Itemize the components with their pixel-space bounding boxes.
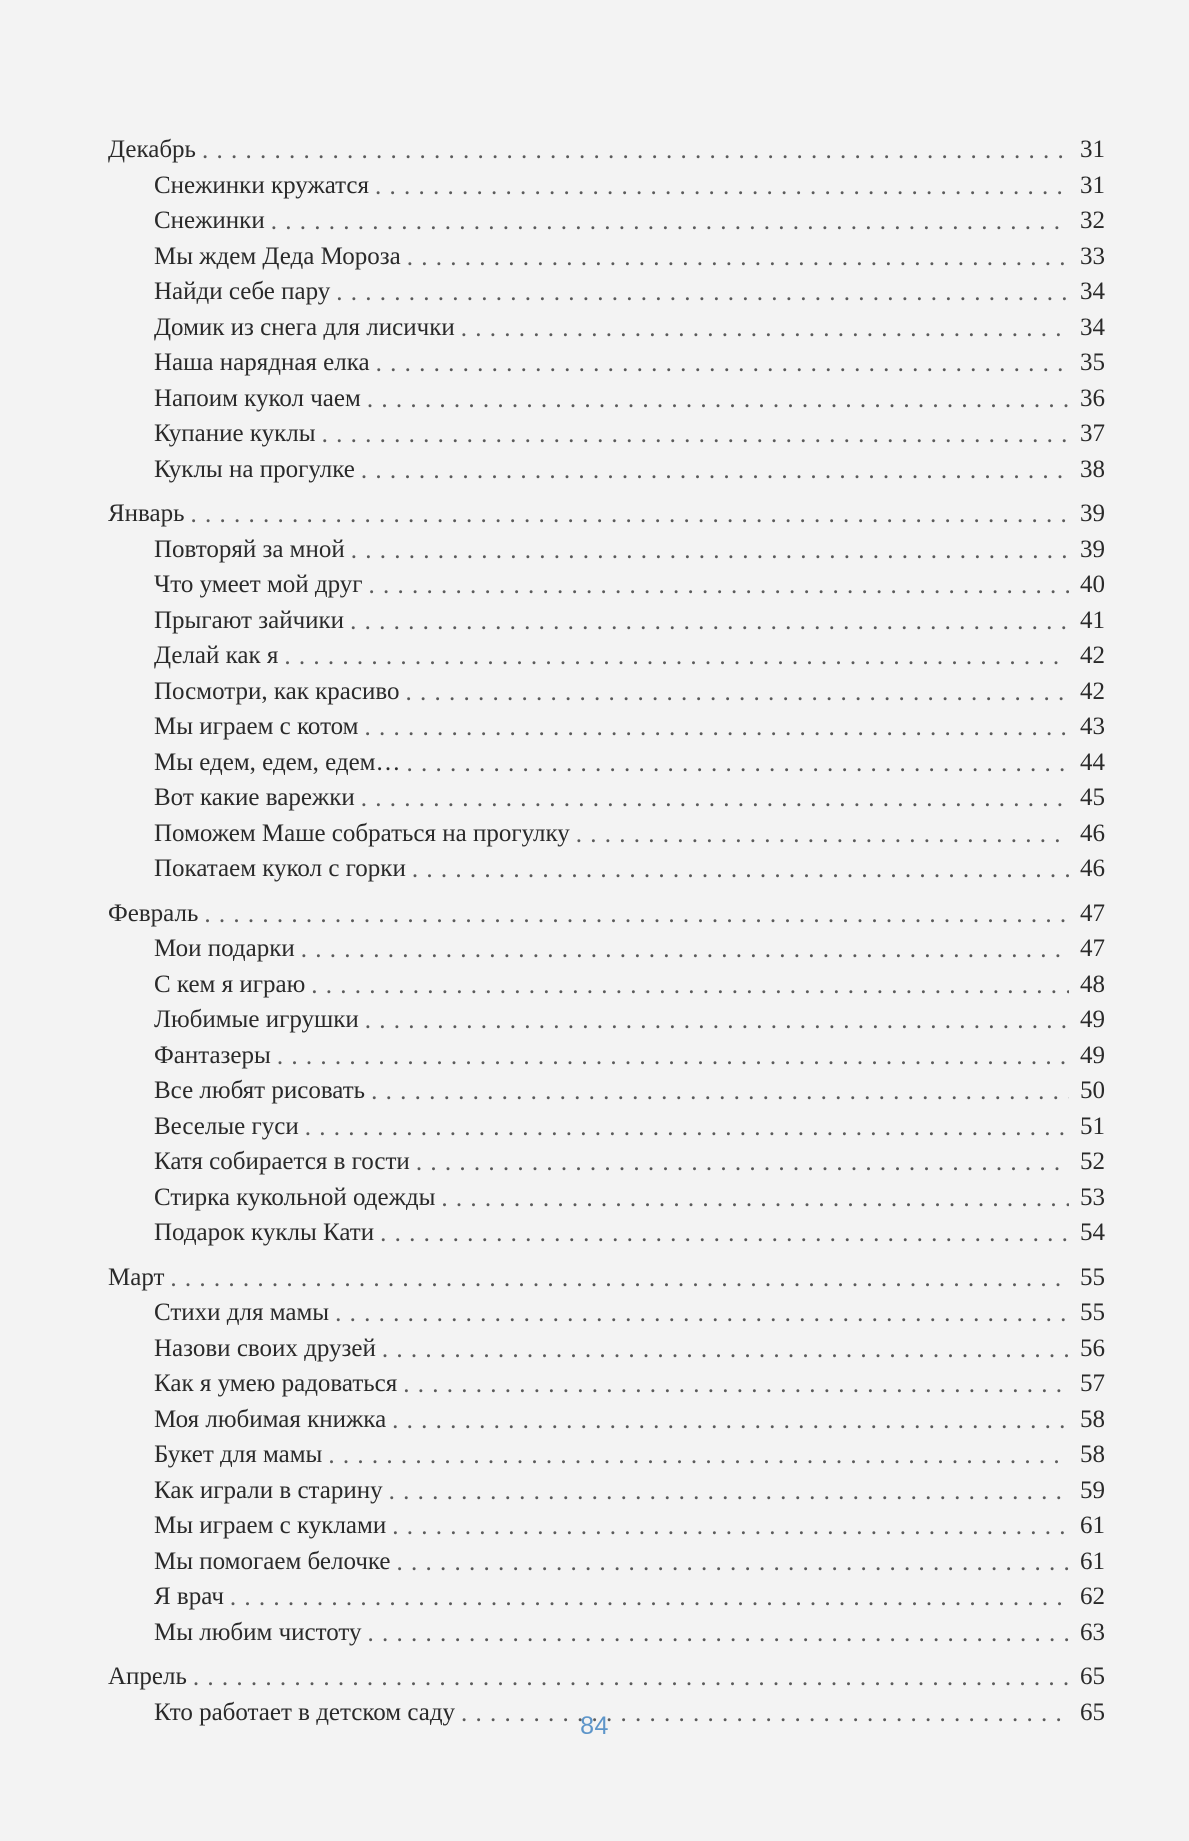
toc-entry-title: Что умеет мой друг xyxy=(154,571,363,599)
toc-entry xyxy=(108,816,1105,852)
toc-entry-page: 34 xyxy=(1080,313,1105,341)
toc-entry-title: Мы помогаем белочке xyxy=(154,1547,391,1575)
page-number: 84 xyxy=(580,1712,609,1740)
toc-entry xyxy=(108,1579,1105,1615)
toc-entry-page: 61 xyxy=(1080,1547,1105,1575)
toc-entry xyxy=(108,1295,1105,1331)
toc-entry-title: Любимые игрушки xyxy=(154,1006,359,1034)
toc-entry-page: 41 xyxy=(1080,606,1105,634)
toc-entry-title: Мы играем с котом xyxy=(154,713,359,741)
toc-entry-title: Стихи для мамы xyxy=(154,1299,330,1327)
toc-entry-title: Катя собирается в гости xyxy=(154,1148,410,1176)
toc-entry-title: Посмотри, как красиво xyxy=(154,677,400,705)
dot-leader xyxy=(392,1408,1069,1433)
toc-entry-title: Снежинки xyxy=(154,207,265,235)
toc-entry-page: 43 xyxy=(1080,713,1105,741)
toc-entry xyxy=(108,1544,1105,1580)
toc-entry-page: 36 xyxy=(1080,384,1105,412)
toc-entry xyxy=(108,1437,1105,1473)
toc-entry-title: Как я умею радоваться xyxy=(154,1370,398,1398)
dot-leader xyxy=(412,857,1069,882)
dot-leader xyxy=(406,751,1069,776)
toc-entry-page: 42 xyxy=(1080,677,1105,705)
toc-entry-title: Назови своих друзей xyxy=(154,1334,376,1362)
toc-entry-page: 56 xyxy=(1080,1334,1105,1362)
dot-leader xyxy=(375,174,1069,199)
dot-leader xyxy=(382,1337,1069,1362)
toc-section-title: Апрель xyxy=(108,1663,187,1691)
dot-leader xyxy=(369,573,1069,598)
toc-entry xyxy=(108,1402,1105,1438)
toc-entry-page: 54 xyxy=(1080,1219,1105,1247)
toc-entry-title: Домик из снега для лисички xyxy=(154,313,455,341)
dot-leader xyxy=(351,538,1069,563)
toc-entry xyxy=(108,1002,1105,1038)
toc-entry xyxy=(108,674,1105,710)
toc-entry xyxy=(108,1073,1105,1109)
toc-entry-page: 46 xyxy=(1080,819,1105,847)
dot-leader xyxy=(441,1186,1069,1211)
toc-entry xyxy=(108,638,1105,674)
toc-entry-page: 35 xyxy=(1080,349,1105,377)
dot-leader xyxy=(170,1266,1069,1291)
toc-entry-title: Моя любимая книжка xyxy=(154,1405,387,1433)
toc-entry xyxy=(108,1331,1105,1367)
toc-entry xyxy=(108,709,1105,745)
toc-entry-page: 58 xyxy=(1080,1441,1105,1469)
toc-entry-title: Мы играем с куклами xyxy=(154,1512,387,1540)
toc-entry xyxy=(108,203,1105,239)
toc-entry xyxy=(108,168,1105,204)
toc-entry-title: С кем я играю xyxy=(154,970,306,998)
toc-entry xyxy=(108,745,1105,781)
toc-entry-page: 49 xyxy=(1080,1006,1105,1034)
dot-leader xyxy=(365,715,1069,740)
dot-leader xyxy=(365,1008,1069,1033)
toc-entry xyxy=(108,1215,1105,1251)
dot-leader xyxy=(405,680,1069,705)
dot-leader xyxy=(284,644,1069,669)
dot-leader xyxy=(277,1044,1069,1069)
toc-entry-page: 62 xyxy=(1080,1583,1105,1611)
toc-entry xyxy=(108,603,1105,639)
toc-entry-page: 51 xyxy=(1080,1112,1105,1140)
toc-entry xyxy=(108,345,1105,381)
dot-leader xyxy=(301,937,1069,962)
toc-entry xyxy=(108,1508,1105,1544)
toc-entry xyxy=(108,1109,1105,1145)
toc-entry-page: 44 xyxy=(1080,748,1105,776)
dot-leader xyxy=(361,458,1069,483)
toc-entry-page: 63 xyxy=(1080,1618,1105,1646)
toc-entry xyxy=(108,310,1105,346)
toc-entry-title: Стирка кукольной одежды xyxy=(154,1183,436,1211)
toc-entry-page: 48 xyxy=(1080,970,1105,998)
toc-entry-title: Куклы на прогулке xyxy=(154,455,355,483)
dot-leader xyxy=(311,973,1069,998)
toc-entry-title: Букет для мамы xyxy=(154,1441,323,1469)
toc-entry xyxy=(108,1180,1105,1216)
toc-entry xyxy=(108,532,1105,568)
toc-entry xyxy=(108,567,1105,603)
dot-leader xyxy=(397,1550,1069,1575)
toc-entry-page: 37 xyxy=(1080,420,1105,448)
dot-leader xyxy=(361,786,1069,811)
toc-entry xyxy=(108,416,1105,452)
toc-entry xyxy=(108,239,1105,275)
toc-entry xyxy=(108,780,1105,816)
toc-section-title: Февраль xyxy=(108,899,199,927)
toc-entry xyxy=(108,1038,1105,1074)
toc-entry-title: Как играли в старину xyxy=(154,1476,383,1504)
toc-entry-title: Купание куклы xyxy=(154,420,316,448)
toc-entry-title: Фантазеры xyxy=(154,1041,271,1069)
dot-leader xyxy=(230,1585,1069,1610)
toc-section xyxy=(108,896,1105,1251)
toc-entry-title: Покатаем кукол с горки xyxy=(154,855,406,883)
toc-entry-title: Повторяй за мной xyxy=(154,535,345,563)
toc-entry-page: 46 xyxy=(1080,855,1105,883)
toc-entry-page: 39 xyxy=(1080,535,1105,563)
toc-entry-title: Мои подарки xyxy=(154,935,295,963)
toc-entry-page: 55 xyxy=(1080,1299,1105,1327)
dot-leader xyxy=(461,316,1069,341)
dot-leader xyxy=(204,902,1069,927)
toc-entry-title: Поможем Маше собраться на прогулку xyxy=(154,819,570,847)
toc-entry-title: Снежинки кружатся xyxy=(154,171,369,199)
toc-entry-title: Найди себе пару xyxy=(154,278,331,306)
toc-entry xyxy=(108,274,1105,310)
toc-entry-title: Наша нарядная елка xyxy=(154,349,370,377)
dot-leader xyxy=(335,1301,1069,1326)
dot-leader xyxy=(328,1443,1069,1468)
toc-section-title: Декабрь xyxy=(108,136,196,164)
toc-entry-page: 45 xyxy=(1080,784,1105,812)
toc-section-heading xyxy=(108,896,1105,932)
toc-entry xyxy=(108,452,1105,488)
toc-entry xyxy=(108,967,1105,1003)
toc-entry-title: Я врач xyxy=(154,1583,224,1611)
toc-entry-page: 59 xyxy=(1080,1476,1105,1504)
dot-leader xyxy=(576,822,1069,847)
toc-entry-title: Вот какие варежки xyxy=(154,784,355,812)
toc-entry-title: Мы едем, едем, едем… xyxy=(154,748,401,776)
toc-entry-title: Все любят рисовать xyxy=(154,1077,366,1105)
toc-section xyxy=(108,496,1105,887)
toc-entry-page: 65 xyxy=(1080,1698,1105,1726)
dot-leader xyxy=(376,351,1069,376)
toc-section-heading xyxy=(108,132,1105,168)
toc-entry-page: 31 xyxy=(1080,171,1105,199)
dot-leader xyxy=(392,1514,1069,1539)
toc-section-page: 47 xyxy=(1080,899,1105,927)
toc-entry-page: 33 xyxy=(1080,242,1105,270)
toc-entry-page: 52 xyxy=(1080,1148,1105,1176)
toc-section-page: 65 xyxy=(1080,1663,1105,1691)
dot-leader xyxy=(407,245,1069,270)
toc-entry-page: 42 xyxy=(1080,642,1105,670)
toc-entry-title: Подарок куклы Кати xyxy=(154,1219,375,1247)
table-of-contents xyxy=(108,132,1105,1730)
toc-section-page: 39 xyxy=(1080,500,1105,528)
toc-entry xyxy=(108,1615,1105,1651)
toc-section-heading xyxy=(108,1659,1105,1695)
dot-leader xyxy=(202,138,1069,163)
toc-entry xyxy=(108,1366,1105,1402)
toc-section-heading xyxy=(108,1260,1105,1296)
dot-leader xyxy=(389,1479,1069,1504)
dot-leader xyxy=(191,502,1069,527)
dot-leader xyxy=(271,209,1069,234)
toc-entry xyxy=(108,1144,1105,1180)
toc-entry-page: 49 xyxy=(1080,1041,1105,1069)
dot-leader xyxy=(371,1079,1069,1104)
toc-entry-page: 61 xyxy=(1080,1512,1105,1540)
toc-entry-title: Кто работает в детском саду xyxy=(154,1698,456,1726)
toc-entry-page: 58 xyxy=(1080,1405,1105,1433)
dot-leader xyxy=(368,1621,1069,1646)
toc-entry-page: 50 xyxy=(1080,1077,1105,1105)
dot-leader xyxy=(336,280,1069,305)
toc-section xyxy=(108,132,1105,487)
toc-entry-page: 32 xyxy=(1080,207,1105,235)
dot-leader xyxy=(403,1372,1069,1397)
toc-entry xyxy=(108,1473,1105,1509)
toc-section-heading xyxy=(108,496,1105,532)
toc-entry xyxy=(108,931,1105,967)
toc-section-title: Март xyxy=(108,1263,165,1291)
toc-section-title: Январь xyxy=(108,500,185,528)
dot-leader xyxy=(416,1150,1069,1175)
toc-entry-title: Делай как я xyxy=(154,642,279,670)
toc-section-page: 55 xyxy=(1080,1263,1105,1291)
dot-leader xyxy=(350,609,1069,634)
toc-section xyxy=(108,1260,1105,1651)
toc-entry-page: 53 xyxy=(1080,1183,1105,1211)
toc-entry xyxy=(108,381,1105,417)
dot-leader xyxy=(380,1221,1069,1246)
toc-entry-title: Прыгают зайчики xyxy=(154,606,345,634)
toc-entry-title: Мы ждем Деда Мороза xyxy=(154,242,401,270)
toc-entry-page: 38 xyxy=(1080,455,1105,483)
toc-entry-page: 57 xyxy=(1080,1370,1105,1398)
toc-entry xyxy=(108,851,1105,887)
toc-section-page: 31 xyxy=(1080,136,1105,164)
toc-entry-page: 47 xyxy=(1080,935,1105,963)
toc-entry-page: 40 xyxy=(1080,571,1105,599)
toc-entry-title: Веселые гуси xyxy=(154,1112,299,1140)
dot-leader xyxy=(322,422,1069,447)
toc-entry-title: Напоим кукол чаем xyxy=(154,384,361,412)
dot-leader xyxy=(305,1115,1069,1140)
dot-leader xyxy=(367,387,1069,412)
toc-entry-page: 34 xyxy=(1080,278,1105,306)
dot-leader xyxy=(193,1665,1069,1690)
toc-entry-title: Мы любим чистоту xyxy=(154,1618,362,1646)
